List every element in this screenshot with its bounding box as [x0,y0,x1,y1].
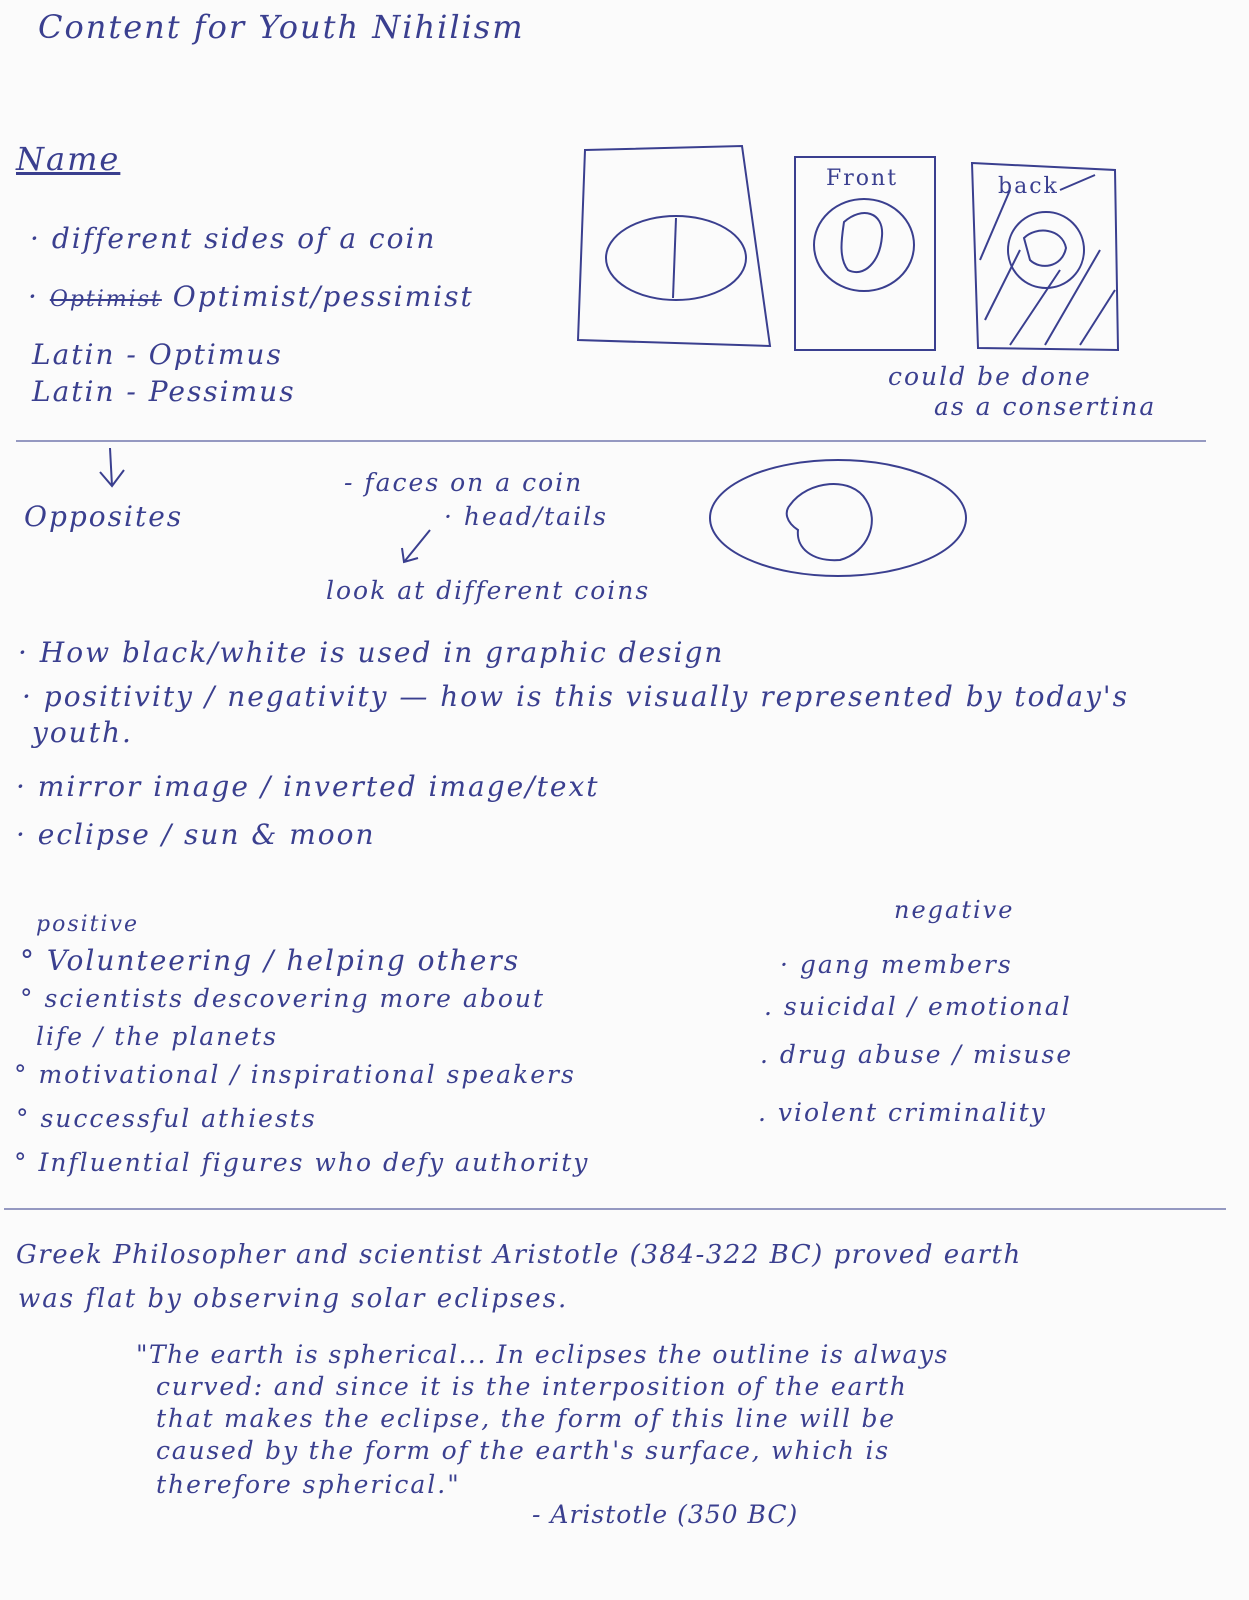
item-text: suicidal / emotional [783,992,1072,1021]
quote-line: curved: and since it is the interposition of the earth [156,1372,908,1401]
idea-line: · mirror image / inverted image/text [16,770,600,803]
item-text: motivational / inspirational speakers [38,1060,576,1089]
list-item: · different sides of a coin [30,222,437,255]
list-item: ° Volunteering / helping others [20,944,521,977]
item-text: Volunteering / helping others [46,944,521,977]
list-item: · gang members [780,950,1013,979]
item-text: drug abuse / misuse [779,1040,1074,1069]
list-item: . drug abuse / misuse [760,1040,1074,1069]
quote-line: caused by the form of the earth's surface, which is [156,1436,890,1465]
item-text: violent criminality [777,1098,1047,1127]
list-item: . violent criminality [758,1098,1047,1127]
crossed-word: Optimist [49,287,162,312]
idea-line: · eclipse / sun & moon [16,818,376,851]
back-label: back [998,174,1059,199]
item-text: Influential figures who defy authority [38,1148,590,1177]
list-item: · Optimist Optimist/pessimist [28,280,474,313]
bullet-text: different sides of a coin [51,222,437,255]
sketch-note: could be done [888,362,1092,391]
faces-note: - faces on a coin [344,468,584,497]
item-text: scientists descovering more about [44,984,546,1013]
aristotle-line: Greek Philosopher and scientist Aristotle (384-322 BC) proved earth [16,1240,1022,1270]
list-item: ° successful athiests [16,1104,317,1133]
positive-label: positive [36,912,139,937]
aristotle-line: was flat by observing solar eclipses. [18,1284,569,1314]
attribution: - Aristotle (350 BC) [532,1500,799,1529]
list-item-cont: life / the planets [36,1022,278,1051]
list-item: ° scientists descovering more about [20,984,546,1013]
idea-line: · positivity / negativity — how is this visually represented by today's [22,680,1129,713]
front-label: Front [826,166,899,191]
divider [4,1208,1226,1210]
item-text: gang members [799,950,1013,979]
bullet-text: Optimist/pessimist [172,280,474,313]
divider [16,440,1206,442]
opposites-label: Opposites [24,500,184,533]
sketch-note: as a consertina [934,392,1157,421]
negative-label: negative [894,896,1015,924]
idea-line: · How black/white is used in graphic design [18,636,725,669]
page-title: Content for Youth Nihilism [38,8,525,46]
latin-line: Latin - Optimus [32,338,283,371]
list-item: ° motivational / inspirational speakers [14,1060,576,1089]
look-note: look at different coins [326,576,651,605]
latin-line: Latin - Pessimus [32,375,296,408]
list-item: ° Influential figures who defy authority [14,1148,590,1177]
quote-line: therefore spherical." [156,1470,461,1499]
name-heading: Name [16,140,121,178]
quote-line: "The earth is spherical... In eclipses the outline is always [136,1340,949,1369]
list-item: . suicidal / emotional [764,992,1072,1021]
quote-line: that makes the eclipse, the form of this line will be [156,1404,896,1433]
head-tails-note: · head/tails [444,502,608,531]
idea-line: youth. [32,716,133,749]
item-text: successful athiests [40,1104,317,1133]
